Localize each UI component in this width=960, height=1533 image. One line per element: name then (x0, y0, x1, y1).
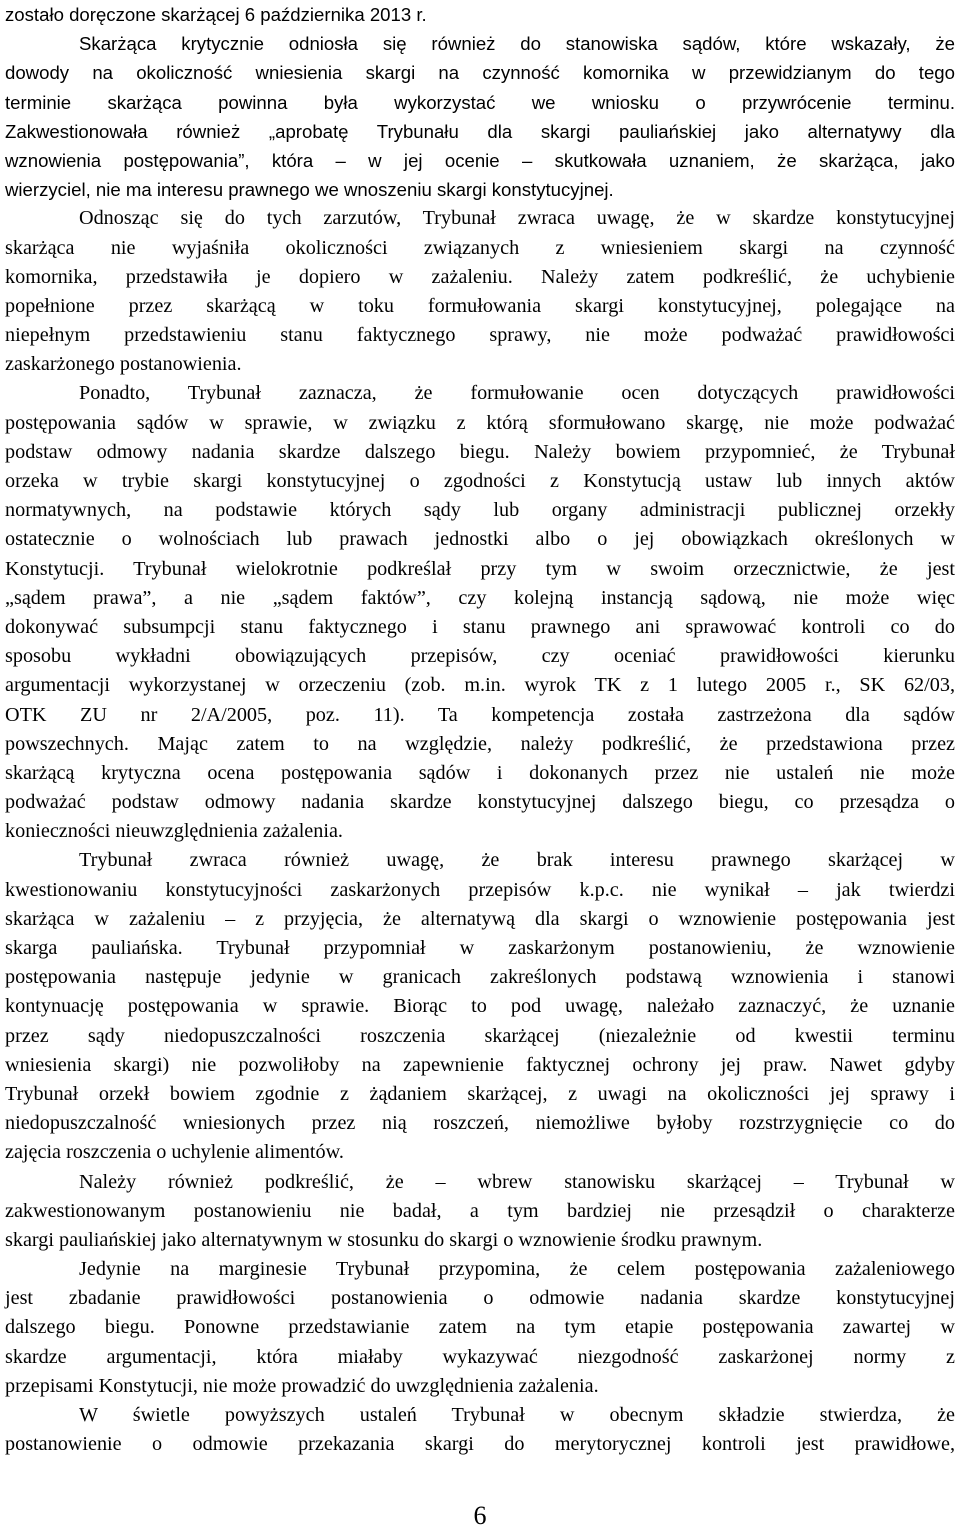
text-line: wierzyciel, nie ma interesu prawnego we wnoszeniu skargi konstytucyjnej. (5, 179, 614, 201)
page-number: 6 (473, 1501, 487, 1530)
text-line: zajęcia roszczenia o uchylenie alimentów. (5, 1141, 344, 1164)
text-line: skarżąca nie wyjaśniła okoliczności związanych z wniesieniem skargi na czynność (5, 236, 955, 259)
text-line: skarżącą krytyczna ocena postępowania sądów i dokonanych przez nie ustaleń nie może (5, 761, 955, 784)
text-line: skargi pauliańskiej jako alternatywnym w stosunku do skargi o wznowienie środku prawnym. (5, 1228, 763, 1251)
text-line: Odnosząc się do tych zarzutów, Trybunał zwraca uwagę, że w skardze konstytucyjnej (79, 207, 955, 230)
text-line: terminie skarżąca powinna była wykorzystać we wniosku o przywrócenie terminu. (5, 91, 955, 113)
text-line: Trybunał orzekł bowiem zgodnie z żądaniem skarżącej, z uwagi na okoliczności jej sprawy i (5, 1082, 955, 1105)
text-line: zakwestionowanym postanowieniu nie badał, a tym bardziej nie przesądził o charakterze (5, 1199, 955, 1222)
text-line: skarżąca w zażaleniu – z przyjęcia, że alternatywą dla skargi o wznowienie postępowania jest (5, 907, 955, 930)
text-line: sposobu wykładni obowiązujących przepisów, czy oceniać prawidłowości kierunku (5, 645, 955, 668)
text-line: Zakwestionowała również „aprobatę Trybunału dla skargi pauliańskiej jako alternatywy dla (5, 120, 955, 142)
text-line: wznowienia postępowania”, która – w jej ocenie – skutkowała uznaniem, że skarżąca, jako (5, 149, 955, 171)
text-line: przepisami Konstytucji, nie może prowadzić do uwzględnienia zażalenia. (5, 1374, 599, 1397)
text-line: „sądem prawa”, a nie „sądem faktów”, czy kolejną instancją sądową, nie może więc (5, 586, 955, 609)
text-line: orzeka w trybie skargi konstytucyjnej o zgodności z Konstytucją ustaw lub innych aktów (5, 470, 955, 492)
text-line: przez sądy niedopuszczalności roszczenia skarżącej (niezależnie od kwestii terminu (5, 1024, 955, 1047)
text-line: dalszego biegu. Ponowne przedstawianie zatem na tym etapie postępowania zawartej w (5, 1316, 955, 1339)
text-line: niedopuszczalność wniesionych przez nią roszczeń, niemożliwe byłoby rozstrzygnięcie co do (5, 1112, 955, 1135)
text-line: Trybunał zwraca również uwagę, że brak interesu prawnego skarżącej w (79, 849, 955, 872)
text-line: zostało doręczone skarżącej 6 października 2013 r. (5, 4, 427, 25)
text-line: kwestionowaniu konstytucyjności zaskarżonych przepisów k.p.c. nie wynikał – jak twierdzi (5, 878, 955, 901)
text-line: Należy również podkreślić, że – wbrew stanowisku skarżącej – Trybunał w (79, 1170, 955, 1193)
text-line: jest zbadanie prawidłowości postanowienia o odmowie nadania skardze konstytucyjnej (5, 1287, 955, 1310)
text-line: normatywnych, na podstawie których sądy lub organy administracji publicznej orzekły (5, 499, 955, 522)
text-line: zaskarżonego postanowienia. (5, 353, 242, 376)
text-line: postępowania następuje jedynie w granicach zakreślonych podstawą wznowienia i stanowi (5, 966, 955, 989)
text-line: popełnione przez skarżącą w toku formułowania skargi konstytucyjnej, polegające na (5, 294, 955, 317)
text-line: dokonywać subsumpcji stanu faktycznego i stanu prawnego ani sprawować kontroli co do (5, 615, 955, 638)
text-line: skardze argumentacji, która miałaby wykazywać niezgodność zaskarżonej normy z (5, 1345, 955, 1368)
text-line: OTK ZU nr 2/A/2005, poz. 11). Ta kompetencja została zastrzeżona dla sądów (5, 703, 955, 726)
text-line: skarga pauliańska. Trybunał przypomniał w zaskarżonym postanowieniu, że wznowienie (5, 937, 955, 959)
text-line: wniesienia skargi) nie pozwoliłoby na zapewnienie faktycznej ochrony jej praw. Nawet gdyby (5, 1053, 955, 1076)
text-line: postanowienie o odmowie przekazania skargi do merytorycznej kontroli jest prawidłowe, (5, 1433, 955, 1456)
text-line: Jedynie na marginesie Trybunał przypomina, że celem postępowania zażaleniowego (79, 1258, 955, 1281)
text-line: powszechnych. Mając zatem to na względzie, należy podkreślić, że przedstawiona przez (5, 732, 955, 755)
text-line: komornika, przedstawiła je dopiero w zażaleniu. Należy zatem podkreślić, że uchybienie (5, 265, 955, 288)
text-line: podstaw odmowy nadania skardze dalszego biegu. Należy bowiem przypomnieć, że Trybunał (5, 440, 955, 463)
text-line: kontynuację postępowania w sprawie. Biorąc to pod uwagę, należało zaznaczyć, że uznanie (5, 995, 955, 1018)
text-line: niepełnym przedstawieniu stanu faktycznego sprawy, nie może podważać prawidłowości (5, 324, 955, 347)
text-line: postępowania sądów w sprawie, w związku z którą sformułowano skargę, nie może podważać (5, 411, 955, 434)
text-line: W świetle powyższych ustaleń Trybunał w obecnym składzie stwierdza, że (79, 1404, 955, 1426)
text-line: podważać podstaw odmowy nadania skardze konstytucyjnej dalszego biegu, co przesądza o (5, 791, 955, 814)
text-line: argumentacji wykorzystanej w orzeczeniu (zob. m.in. wyrok TK z 1 lutego 2005 r., SK 62/03, (5, 674, 955, 697)
text-line: konieczności nieuwzględnienia zażalenia. (5, 820, 343, 843)
text-line: Skarżąca krytycznie odniosła się również do stanowiska sądów, które wskazały, że (79, 33, 955, 55)
text-line: Konstytucji. Trybunał wielokrotnie podkreślał przy tym w swoim orzecznictwie, że jest (5, 557, 955, 580)
document-page (5, 0, 955, 1459)
text-line: ostatecznie o wolnościach lub prawach jednostki albo o jej obowiązkach określonych w (5, 528, 955, 551)
text-line: Ponadto, Trybunał zaznacza, że formułowanie ocen dotyczących prawidłowości (79, 382, 955, 405)
text-line: dowody na okoliczność wniesienia skargi na czynność komornika w przewidzianym do tego (5, 62, 955, 84)
